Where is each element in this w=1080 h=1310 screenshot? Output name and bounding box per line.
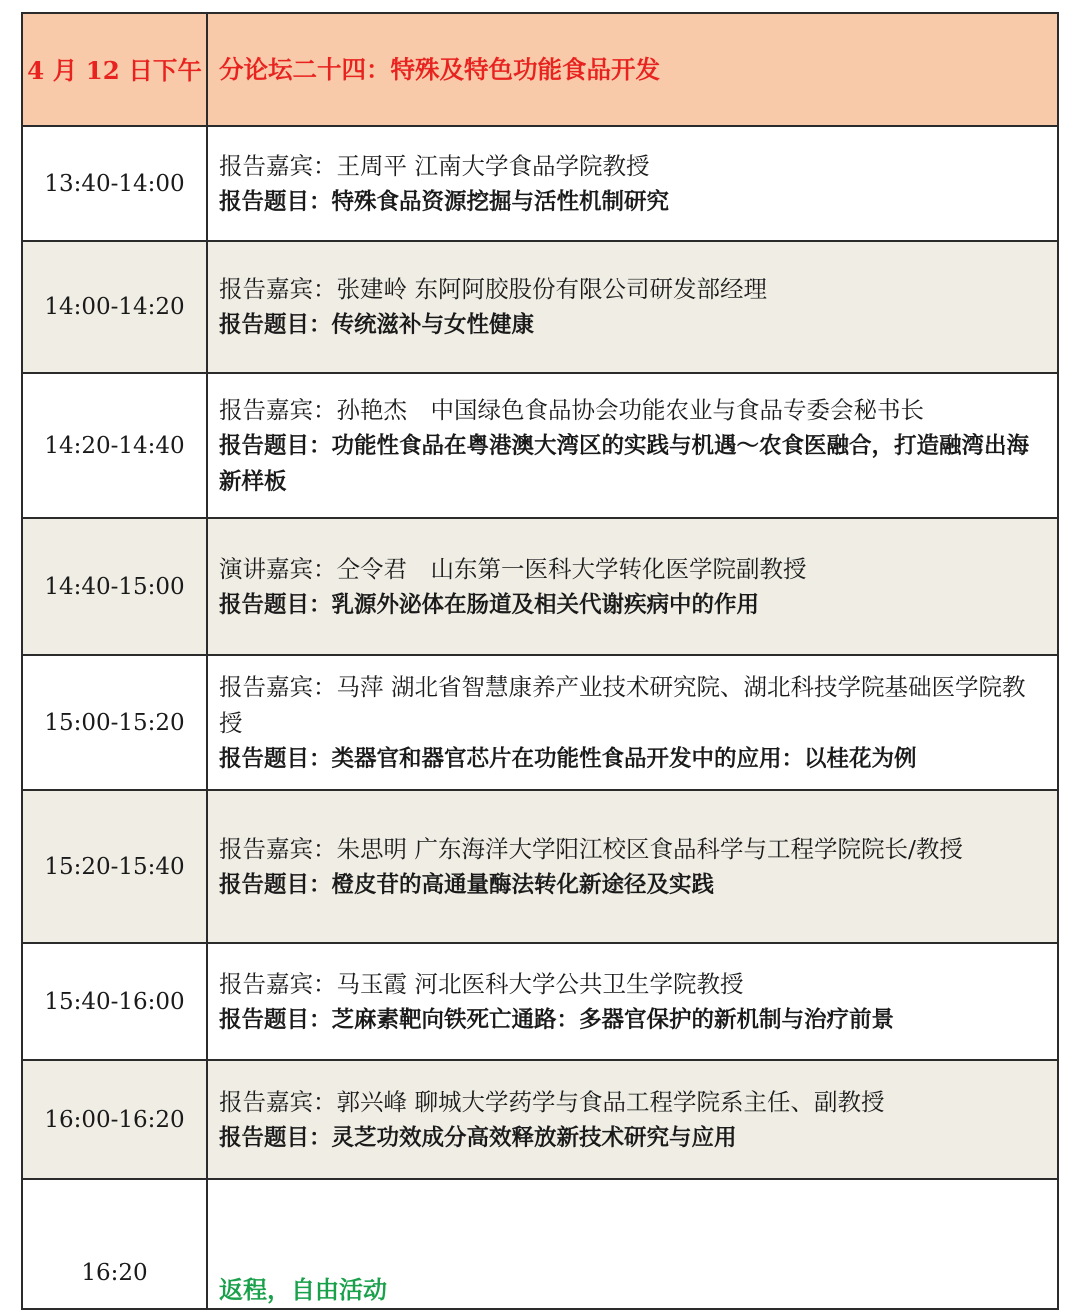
- session-speaker: 报告嘉宾：朱思明 广东海洋大学阳江校区食品科学与工程学院院长/教授: [219, 834, 963, 863]
- session-row: [22, 790, 1058, 943]
- session-time: 14:40-15:00: [22, 518, 207, 655]
- schedule-header-row: [22, 13, 1058, 126]
- session-speaker: 报告嘉宾：马玉霞 河北医科大学公共卫生学院教授: [219, 969, 744, 998]
- session-title: 报告题目：传统滋补与女性健康: [219, 312, 535, 338]
- session-time: 14:00-14:20: [22, 241, 207, 373]
- closing-text: 返程，自由活动: [219, 1275, 387, 1304]
- session-row: [22, 518, 1058, 655]
- session-title: 报告题目：橙皮苷的高通量酶法转化新途径及实践: [219, 871, 715, 898]
- header-date: 4 月 12 日下午: [22, 13, 207, 126]
- session-title: 报告题目：类器官和器官芯片在功能性食品开发中的应用：以桂花为例: [219, 745, 917, 772]
- session-speaker: 报告嘉宾：郭兴峰 聊城大学药学与食品工程学院系主任、副教授: [219, 1087, 885, 1116]
- session-speaker: 报告嘉宾：张建岭 东阿阿胶股份有限公司研发部经理: [219, 275, 767, 303]
- closing-time: 16:20: [22, 1179, 207, 1309]
- session-row: [22, 126, 1058, 241]
- session-row: [22, 943, 1058, 1060]
- session-details: [207, 241, 1058, 373]
- session-time: 15:00-15:20: [22, 655, 207, 790]
- session-time: 16:00-16:20: [22, 1060, 207, 1179]
- session-title: 报告题目：芝麻素靶向铁死亡通路：多器官保护的新机制与治疗前景: [219, 1006, 895, 1033]
- session-details: [207, 373, 1058, 518]
- session-time: 15:20-15:40: [22, 790, 207, 943]
- session-speaker: 报告嘉宾：孙艳杰 中国绿色食品协会功能农业与食品专委会秘书长: [219, 395, 924, 424]
- session-row: [22, 655, 1058, 790]
- session-title: 报告题目：乳源外泌体在肠道及相关代谢疾病中的作用: [219, 591, 760, 618]
- session-row: [22, 373, 1058, 518]
- session-time: 15:40-16:00: [22, 943, 207, 1060]
- session-title: 报告题目：特殊食品资源挖掘与活性机制研究: [219, 188, 670, 215]
- session-details: [207, 943, 1058, 1060]
- session-time: 13:40-14:00: [22, 126, 207, 241]
- schedule-table: [21, 12, 1059, 1310]
- session-speaker: 报告嘉宾：王周平 江南大学食品学院教授: [219, 151, 650, 180]
- session-details: [207, 126, 1058, 241]
- closing-details: [207, 1179, 1058, 1309]
- session-title: 报告题目：功能性食品在粤港澳大湾区的实践与机遇～农食医融合，打造融湾出海新样板: [219, 432, 1030, 495]
- forum-title: 分论坛二十四：特殊及特色功能食品开发: [207, 13, 1058, 126]
- session-details: [207, 518, 1058, 655]
- closing-row: [22, 1179, 1058, 1309]
- session-details: [207, 1060, 1058, 1179]
- session-row: [22, 241, 1058, 373]
- session-time: 14:20-14:40: [22, 373, 207, 518]
- session-details: [207, 790, 1058, 943]
- session-speaker: 演讲嘉宾：仝令君 山东第一医科大学转化医学院副教授: [219, 554, 807, 583]
- session-details: [207, 655, 1058, 790]
- session-title: 报告题目：灵芝功效成分高效释放新技术研究与应用: [219, 1124, 737, 1151]
- session-speaker: 报告嘉宾：马萍 湖北省智慧康养产业技术研究院、湖北科技学院基础医学院教授: [219, 672, 1026, 737]
- session-row: [22, 1060, 1058, 1179]
